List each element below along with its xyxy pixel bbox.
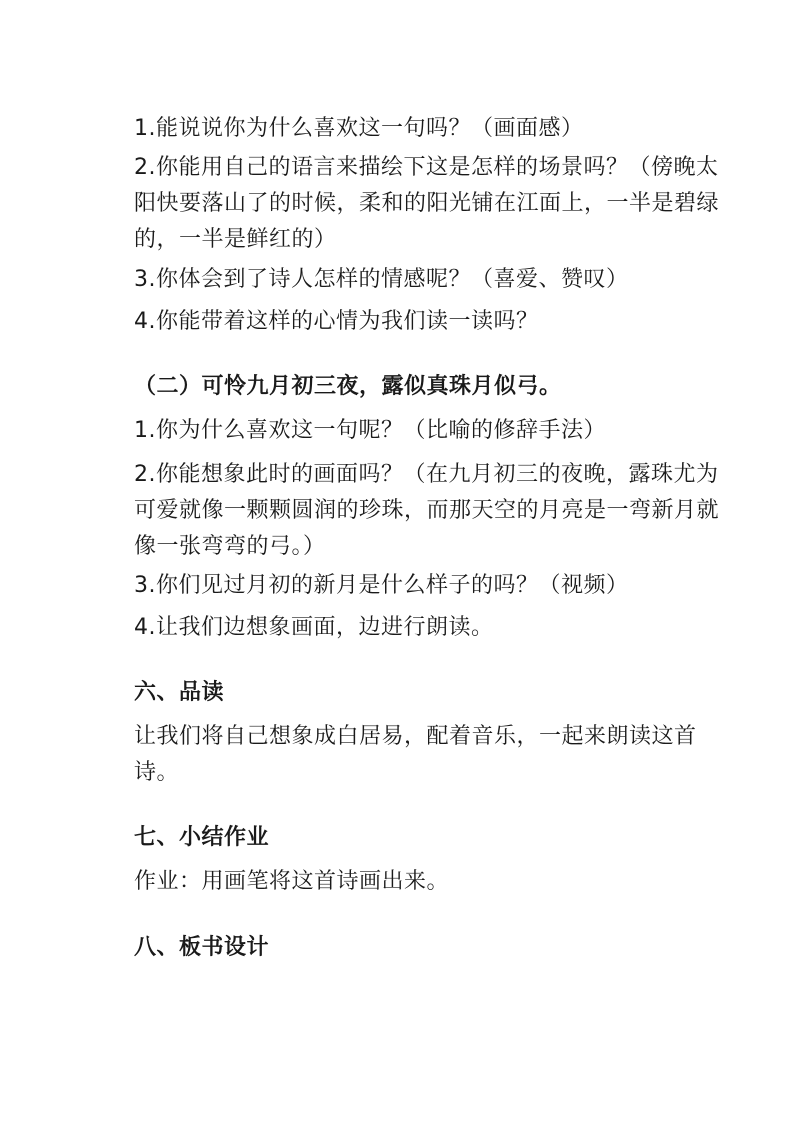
sub2-question-2: 2.你能想象此时的画面吗？（在九月初三的夜晚，露珠尤为可爱就像一颗颗圆润的珍珠，而那天空的月亮是一弯新月就像一张弯弯的弓。） (134, 462, 720, 559)
sub2-question-4: 4.让我们边想象画面，边进行朗读。 (134, 615, 494, 640)
section-6-title: 六、品读 (134, 680, 225, 705)
sub2-question-1: 1.你为什么喜欢这一句呢？（比喻的修辞手法） (134, 418, 606, 443)
question-4: 4.你能带着这样的心情为我们读一读吗？ (134, 309, 539, 334)
sub2-question-3: 3.你们见过月初的新月是什么样子的吗？（视频） (134, 573, 629, 598)
question-3: 3.你体会到了诗人怎样的情感呢？（喜爱、赞叹） (134, 267, 629, 292)
question-2: 2.你能用自己的语言来描绘下这是怎样的场景吗？（傍晚太阳快要落山了的时候，柔和的阳光铺在江面上，一半是碧绿的，一半是鲜红的） (134, 155, 720, 252)
section-6-body: 让我们将自己想象成白居易，配着音乐，一起来朗读这首诗。 (134, 724, 697, 785)
subsection-2-title: （二）可怜九月初三夜，露似真珠月似弓。 (134, 374, 562, 399)
section-7-title: 七、小结作业 (134, 825, 270, 850)
question-1: 1.能说说你为什么喜欢这一句吗？（画面感） (134, 116, 584, 141)
section-7-body: 作业：用画笔将这首诗画出来。 (134, 869, 450, 894)
section-8-title: 八、板书设计 (134, 935, 270, 960)
